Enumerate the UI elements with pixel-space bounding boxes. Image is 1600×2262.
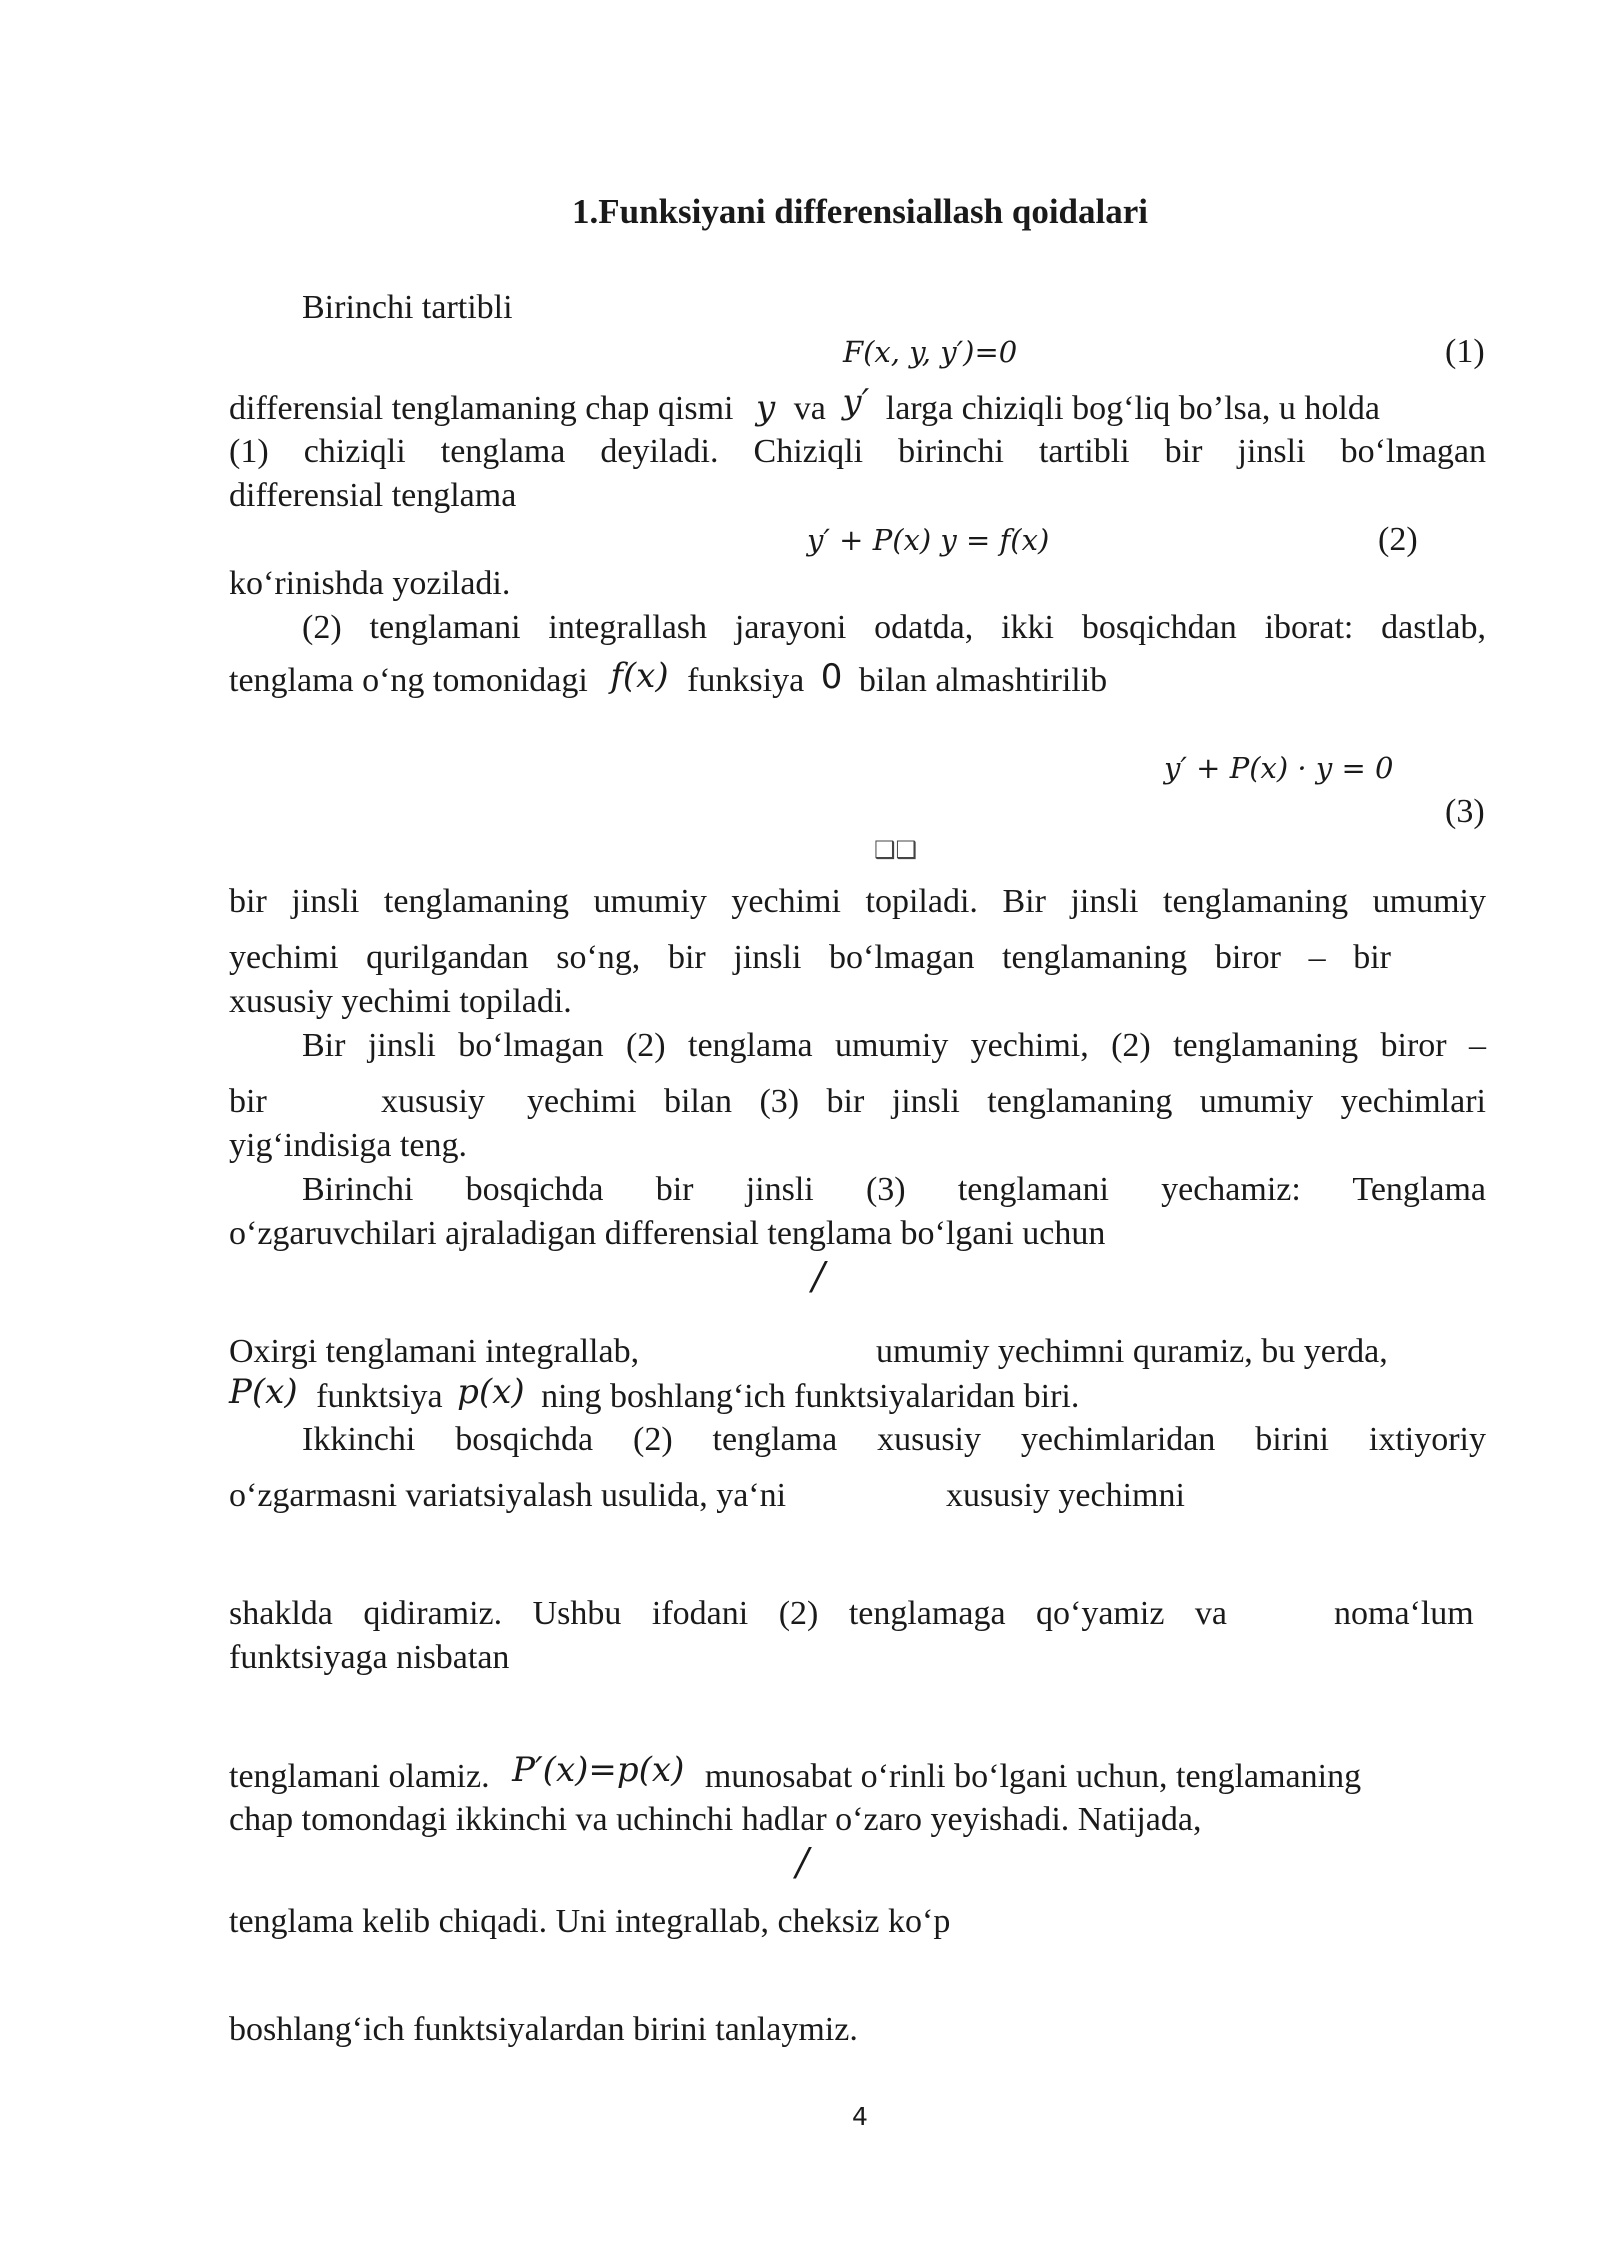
intro-text: Birinchi tartibli bbox=[302, 289, 513, 326]
zero-value: 0 bbox=[820, 657, 843, 697]
paragraph-8-text-a: o‘zgarmasni variatsiyalash usulida, ya‘ni bbox=[229, 1477, 787, 1514]
paragraph-3-line-1: (2) tenglamani integrallash jarayoni odatda, ikki bosqichdan iborat: dastlab, bbox=[302, 609, 1486, 646]
var-p-of-x: p(x) bbox=[457, 1372, 525, 1412]
p1-va: va bbox=[793, 390, 826, 427]
equation-2: y′ + P(x) y = f(x) bbox=[807, 523, 1050, 557]
paragraph-9-text-b: noma‘lum bbox=[1334, 1595, 1474, 1632]
paragraph-1-line-1 bbox=[229, 382, 1486, 431]
separation-formula-slash: / bbox=[812, 1254, 825, 1298]
equation-2-number: (2) bbox=[1378, 521, 1418, 558]
equation-3: y′ + P(x) · y = 0 bbox=[1164, 751, 1394, 785]
section-title: 1.Funksiyani differensiallash qoidalari bbox=[571, 192, 1148, 231]
paragraph-10-line-1 bbox=[229, 1750, 1486, 1799]
paragraph-3-line-2 bbox=[229, 658, 1486, 703]
p7-text-c: funktsiya bbox=[316, 1378, 443, 1415]
paragraph-12: boshlang‘ich funktsiyalardan birini tanlaymiz. bbox=[229, 2011, 858, 2048]
missing-formula-glyph: ❑❑ bbox=[874, 836, 918, 864]
p10-text-b: munosabat o‘rinli bo‘lgani uchun, tenglamaning bbox=[704, 1758, 1362, 1795]
paragraph-2: ko‘rinishda yoziladi. bbox=[229, 565, 511, 602]
var-P-of-x: P(x) bbox=[229, 1372, 298, 1412]
p3-text-b: tenglama o‘ng tomonidagi bbox=[229, 662, 588, 699]
equation-1: F(x, y, y′)=0 bbox=[843, 335, 1018, 369]
paragraph-6-line-2: o‘zgaruvchilari ajraladigan differensial tenglama bo‘lgani uchun bbox=[229, 1215, 1106, 1252]
paragraph-9-text-a: shaklda qidiramiz. Ushbu ifodani (2) tenglamaga qo‘yamiz va bbox=[229, 1595, 1227, 1632]
paragraph-1-line-2: (1) chiziqli tenglama deyiladi. Chiziqli birinchi tartibli bir jinsli bo‘lmagan bbox=[229, 433, 1486, 470]
paragraph-4-line-3: xususiy yechimi topiladi. bbox=[229, 983, 572, 1020]
result-formula-slash: / bbox=[796, 1840, 809, 1884]
p1-text-b-start: larga chiziqli bog‘liq bo’lsa, u holda bbox=[885, 390, 1380, 427]
equation-1-number: (1) bbox=[1445, 333, 1485, 370]
var-f-of-x: f(x) bbox=[610, 656, 669, 696]
equation-3-number: (3) bbox=[1445, 793, 1485, 830]
p10-text-a: tenglamani olamiz. bbox=[229, 1758, 490, 1795]
document-page: 1.Funksiyani differensiallash qoidalari Birinchi tartibli F(x, y, y′)=0 (1) differensial tenglamaning chap qismi y va y′ larga chiziqli bog‘liq bo’lsa, u holda (1) chiziqli tenglama deyiladi. Chiziqli birinchi tartibli bir jinsli bo‘lmagan differensial tenglama y′ + P(x) y = f(x) (2) ko‘rinishda yoziladi. (2) tenglamani integrallash jarayoni odatda, ikki bosqichdan iborat: dastlab, tenglama o‘ng tomonidagi f(x) funksiya 0 bilan almashtirilib y′ + P(x) · y = 0 (3) ❑❑ bir jinsli tenglamaning umumiy yechimi topiladi. Bir jinsli tenglamaning umumiy yechimi qurilgandan so‘ng, bir jinsli bo‘lmagan tenglamaning biror – bir xususiy yechimi topiladi. Bir jinsli bo‘lmagan (2) tenglama umumiy yechimi, (2) tenglamaning biror – bir xususiy yechimi bilan (3) bir jinsli tenglamaning umumiy yechimlari yig‘indisiga teng. Birinchi bosqichda bir jinsli (3) tenglamani yechamiz: Tenglama o‘zgaruvchilari ajraladigan differensial tenglama bo‘lgani uchun / Oxirgi tenglamani integrallab, umumiy yechimni quramiz, bu yerda, P(x) funktsiya p(x) ning boshlang‘ich funktsiyalaridan biri. Ikkinchi bosqichda (2) tenglama xususiy yechimlaridan birini ixtiyoriy o‘zgarmasni variatsiyalash usulida, ya‘ni xususiy yechimni shaklda qidiramiz. Ushbu ifodani (2) tenglamaga qo‘yamiz va noma‘lum funktsiyaga nisbatan tenglamani olamiz. P′(x)=p(x) munosabat o‘rinli bo‘lgani uchun, tenglamaning chap tomondagi ikkinchi va uchinchi hadlar o‘zaro yeyishadi. Natijada, / tenglama kelib chiqadi. Uni integrallab, cheksiz ko‘p boshlang‘ich funktsiyalardan birini tanlaymiz. 4 bbox=[0, 0, 1600, 2262]
page-number: 4 bbox=[852, 2102, 868, 2131]
paragraph-8-line-1: Ikkinchi bosqichda (2) tenglama xususiy yechimlaridan birini ixtiyoriy bbox=[302, 1421, 1486, 1458]
paragraph-1-line-3: differensial tenglama bbox=[229, 477, 517, 514]
paragraph-7-text-b: umumiy yechimni quramiz, bu yerda, bbox=[876, 1333, 1388, 1370]
paragraph-7-line-2 bbox=[229, 1374, 1486, 1419]
var-y: y bbox=[756, 388, 776, 428]
paragraph-11: tenglama kelib chiqadi. Uni integrallab, cheksiz ko‘p bbox=[229, 1903, 951, 1940]
paragraph-4-line-2: yechimi qurilgandan so‘ng, bir jinsli bo‘lmagan tenglamaning biror – bir bbox=[229, 939, 1391, 976]
p3-text-c: funksiya bbox=[687, 662, 805, 699]
p1-text-a: differensial tenglamaning chap qismi bbox=[229, 390, 734, 427]
var-y-prime: y′ bbox=[842, 382, 870, 422]
paragraph-5-line-3: yig‘indisiga teng. bbox=[229, 1127, 467, 1164]
paragraph-7-text-a: Oxirgi tenglamani integrallab, bbox=[229, 1333, 640, 1370]
paragraph-5-line-1: Bir jinsli bo‘lmagan (2) tenglama umumiy yechimi, (2) tenglamaning biror – bbox=[302, 1027, 1486, 1064]
paragraph-10-line-2: chap tomondagi ikkinchi va uchinchi hadlar o‘zaro yeyishadi. Natijada, bbox=[229, 1801, 1202, 1838]
paragraph-4-line-1: bir jinsli tenglamaning umumiy yechimi topiladi. Bir jinsli tenglamaning umumiy bbox=[229, 883, 1486, 920]
paragraph-8-text-b: xususiy yechimni bbox=[946, 1477, 1185, 1514]
paragraph-9-line-2: funktsiyaga nisbatan bbox=[229, 1639, 510, 1676]
p7-text-d: ning boshlang‘ich funktsiyalaridan biri. bbox=[541, 1378, 1080, 1415]
p3-text-d: bilan almashtirilib bbox=[858, 662, 1108, 699]
relation-P-prime: P′(x)=p(x) bbox=[512, 1750, 685, 1790]
paragraph-6-line-1: Birinchi bosqichda bir jinsli (3) tenglamani yechamiz: Tenglama bbox=[302, 1171, 1486, 1208]
